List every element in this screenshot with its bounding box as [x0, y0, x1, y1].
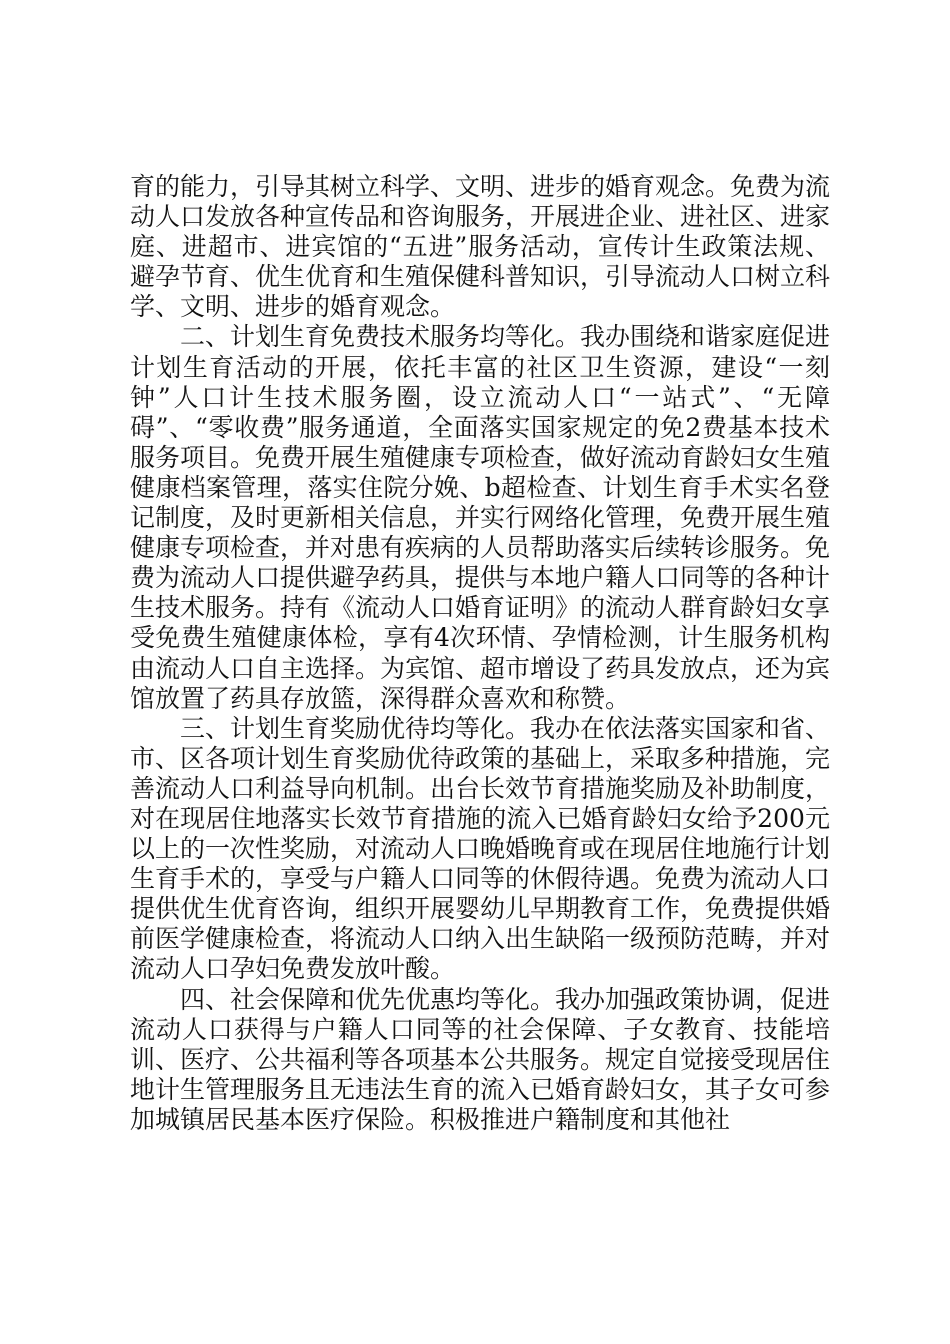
paragraph-section-three: 三、计划生育奖励优待均等化。我办在依法落实国家和省、市、区各项计划生育奖励优待政策的基础上，采取多种措施，完善流动人口利益导向机制。出台长效节育措施奖励及补助制度，对在现居住地落实长效节育措施的流入已婚育龄妇女给予200元以上的一次性奖励，对流动人口晚婚晚育或在现居住地施行计划生育手术的，享受与户籍人口同等的休假待遇。免费为流动人口提供优生优育咨询，组织开展婴幼儿早期教育工作，免费提供婚前医学健康检查，将流动人口纳入出生缺陷一级预防范畴，并对流动人口孕妇免费发放叶酸。: [130, 713, 831, 984]
paragraph-section-two: 二、计划生育免费技术服务均等化。我办围绕和谐家庭促进计划生育活动的开展，依托丰富的社区卫生资源，建设“一刻钟”人口计生技术服务圈，设立流动人口“一站式”、“无障碍”、“零收费”服务通道，全面落实国家规定的免2费基本技术服务项目。免费开展生殖健康专项检查，做好流动育龄妇女生殖健康档案管理，落实住院分娩、b超检查、计划生育手术实名登记制度，及时更新相关信息，并实行网络化管理，免费开展生殖健康专项检查，并对患有疾病的人员帮助落实后续转诊服务。免费为流动人口提供避孕药具，提供与本地户籍人口同等的各种计生技术服务。持有《流动人口婚育证明》的流动人群育龄妇女享受免费生殖健康体检，享有4次环情、孕情检测，计生服务机构由流动人口自主选择。为宾馆、超市增设了药具发放点，还为宾馆放置了药具存放篮，深得群众喜欢和称赞。: [130, 322, 831, 713]
paragraph-section-four: 四、社会保障和优先优惠均等化。我办加强政策协调，促进流动人口获得与户籍人口同等的社会保障、子女教育、技能培训、医疗、公共福利等各项基本公共服务。规定自觉接受现居住地计生管理服务且无违法生育的流入已婚育龄妇女，其子女可参加城镇居民基本医疗保险。积极推进户籍制度和其他社: [130, 984, 831, 1134]
document-body: [130, 172, 830, 1135]
paragraph-continued: 育的能力，引导其树立科学、文明、进步的婚育观念。免费为流动人口发放各种宣传品和咨询服务，开展进企业、进社区、进家庭、进超市、进宾馆的“五进”服务活动，宣传计生政策法规、避孕节育、优生优育和生殖保健科普知识，引导流动人口树立科学、文明、进步的婚育观念。: [130, 172, 831, 322]
